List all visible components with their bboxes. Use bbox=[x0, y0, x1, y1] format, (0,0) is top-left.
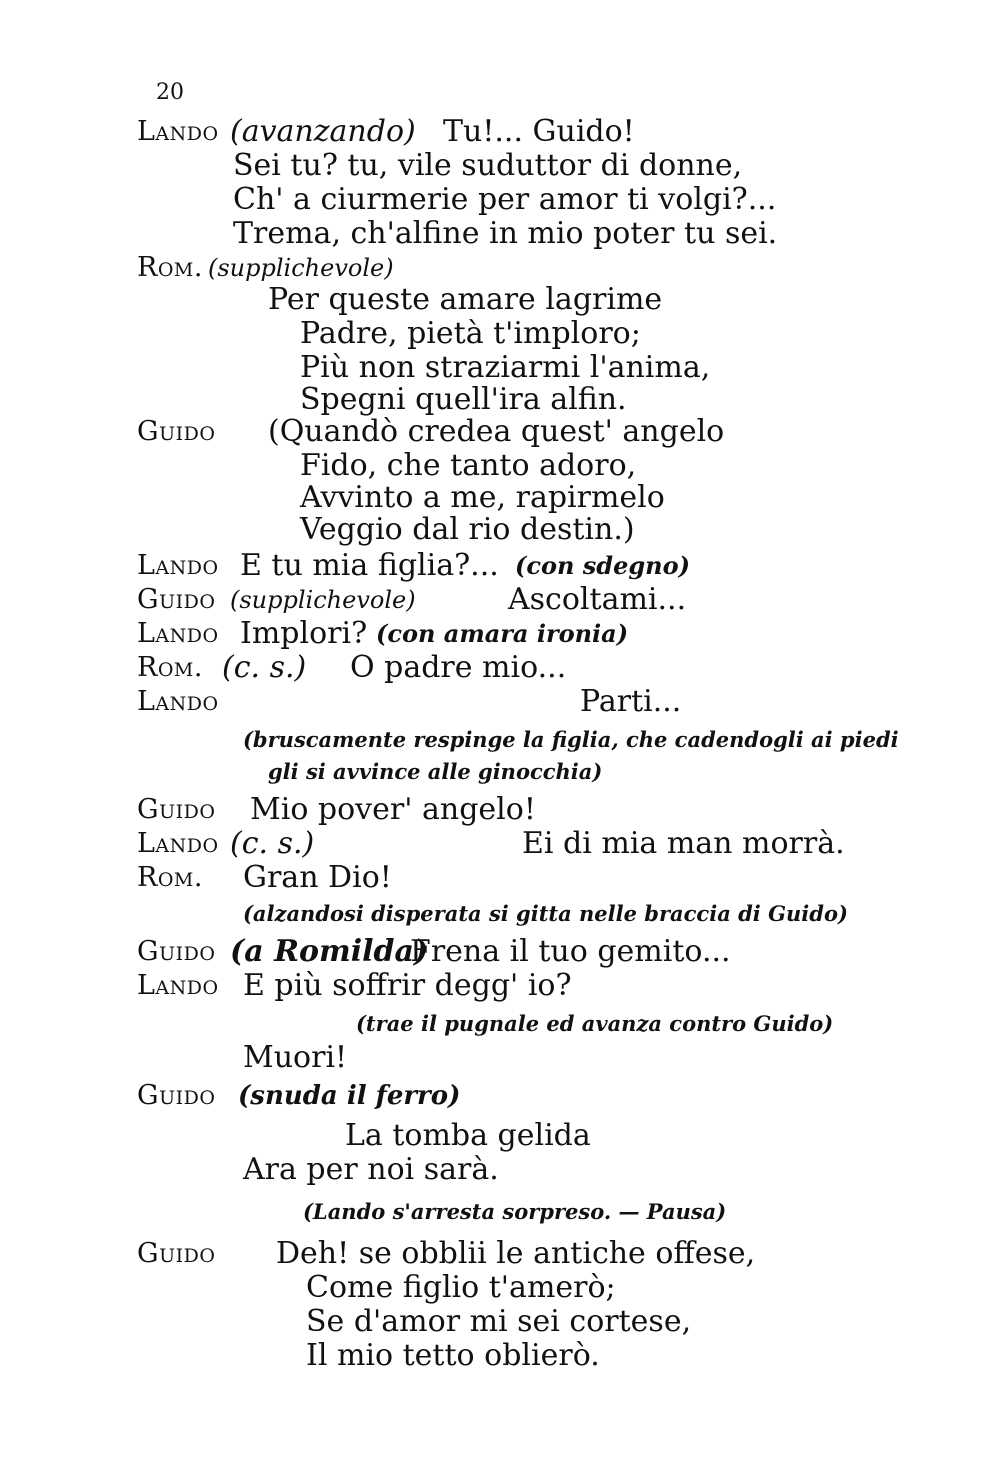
verse-text: Ch' a ciurmerie per amor ti volgi?... bbox=[233, 182, 777, 217]
speaker-name: Guido bbox=[137, 1080, 216, 1111]
stage-direction: (supplichevole) bbox=[230, 586, 416, 614]
verse-text: E più soffrir degg' io? bbox=[243, 968, 572, 1003]
verse-text: La tomba gelida bbox=[345, 1118, 591, 1153]
verse-text: Implori? bbox=[240, 616, 368, 651]
stage-direction: (supplichevole) bbox=[208, 254, 394, 282]
verse-text: Ara per noi sarà. bbox=[243, 1152, 499, 1187]
stage-direction: (con amara ironia) bbox=[376, 619, 629, 648]
verse-text: Ascoltami... bbox=[508, 582, 687, 617]
stage-direction: (trae il pugnale ed avanza contro Guido) bbox=[356, 1011, 834, 1036]
speaker-name: Rom. bbox=[137, 652, 203, 683]
verse-text: O padre mio... bbox=[350, 650, 567, 685]
speaker-name: Lando bbox=[137, 970, 219, 1001]
verse-text: Il mio tetto oblierò. bbox=[306, 1338, 600, 1373]
speaker-name: Lando bbox=[137, 618, 219, 649]
verse-text: Trema, ch'alfine in mio poter tu sei. bbox=[233, 216, 778, 251]
verse-text: Deh! se obblii le antiche offese, bbox=[276, 1236, 756, 1271]
speaker-name: Lando bbox=[137, 686, 219, 717]
verse-text: Sei tu? tu, vile suduttor di donne, bbox=[233, 148, 743, 183]
stage-direction: (bruscamente respinge la figlia, che cadendogli ai piedi bbox=[243, 727, 899, 752]
page-number: 20 bbox=[156, 80, 184, 105]
speaker-name: Guido bbox=[137, 1238, 216, 1269]
verse-text: (Quandò credea quest' angelo bbox=[268, 414, 725, 449]
verse-text: Padre, pietà t'imploro; bbox=[300, 316, 641, 351]
speaker-name: Guido bbox=[137, 794, 216, 825]
verse-text: Per queste amare lagrime bbox=[268, 282, 663, 317]
stage-direction: (avanzando) bbox=[230, 114, 416, 149]
verse-text: Se d'amor mi sei cortese, bbox=[306, 1304, 692, 1339]
stage-direction: (a Romilda) bbox=[230, 934, 429, 969]
verse-text: Veggio dal rio destin.) bbox=[300, 512, 635, 547]
speaker-name: Guido bbox=[137, 416, 216, 447]
verse-text: Avvinto a me, rapirmelo bbox=[300, 480, 665, 515]
stage-direction: (con sdegno) bbox=[515, 551, 690, 580]
speaker-name: Lando bbox=[137, 828, 219, 859]
speaker-name: Rom. bbox=[137, 862, 203, 893]
verse-text: Mio pover' angelo! bbox=[250, 792, 536, 827]
speaker-name: Lando bbox=[137, 116, 219, 147]
stage-direction: (Lando s'arresta sorpreso. — Pausa) bbox=[303, 1199, 727, 1224]
verse-text: Frena il tuo gemito... bbox=[410, 934, 731, 969]
verse-text: Parti... bbox=[580, 684, 682, 719]
speaker-name: Guido bbox=[137, 936, 216, 967]
stage-direction: gli si avvince alle ginocchia) bbox=[268, 759, 603, 784]
speaker-name: Rom. bbox=[137, 252, 203, 283]
stage-direction: (alzandosi disperata si gitta nelle braccia di Guido) bbox=[243, 901, 848, 926]
stage-direction: (c. s.) bbox=[222, 650, 307, 685]
verse-text: Tu!... Guido! bbox=[443, 114, 635, 149]
verse-text: Ei di mia man morrà. bbox=[522, 826, 845, 861]
speaker-name: Guido bbox=[137, 584, 216, 615]
verse-text: Gran Dio! bbox=[243, 860, 392, 895]
stage-direction: (snuda il ferro) bbox=[238, 1081, 461, 1111]
verse-text: Più non straziarmi l'anima, bbox=[300, 350, 711, 385]
speaker-name: Lando bbox=[137, 550, 219, 581]
verse-text: Muori! bbox=[243, 1040, 348, 1075]
verse-text: Come figlio t'amerò; bbox=[306, 1270, 616, 1305]
verse-text: Spegni quell'ira alfin. bbox=[300, 382, 627, 417]
verse-text: Fido, che tanto adoro, bbox=[300, 448, 637, 483]
verse-text: E tu mia figlia?... bbox=[240, 548, 499, 583]
stage-direction: (c. s.) bbox=[230, 826, 315, 861]
